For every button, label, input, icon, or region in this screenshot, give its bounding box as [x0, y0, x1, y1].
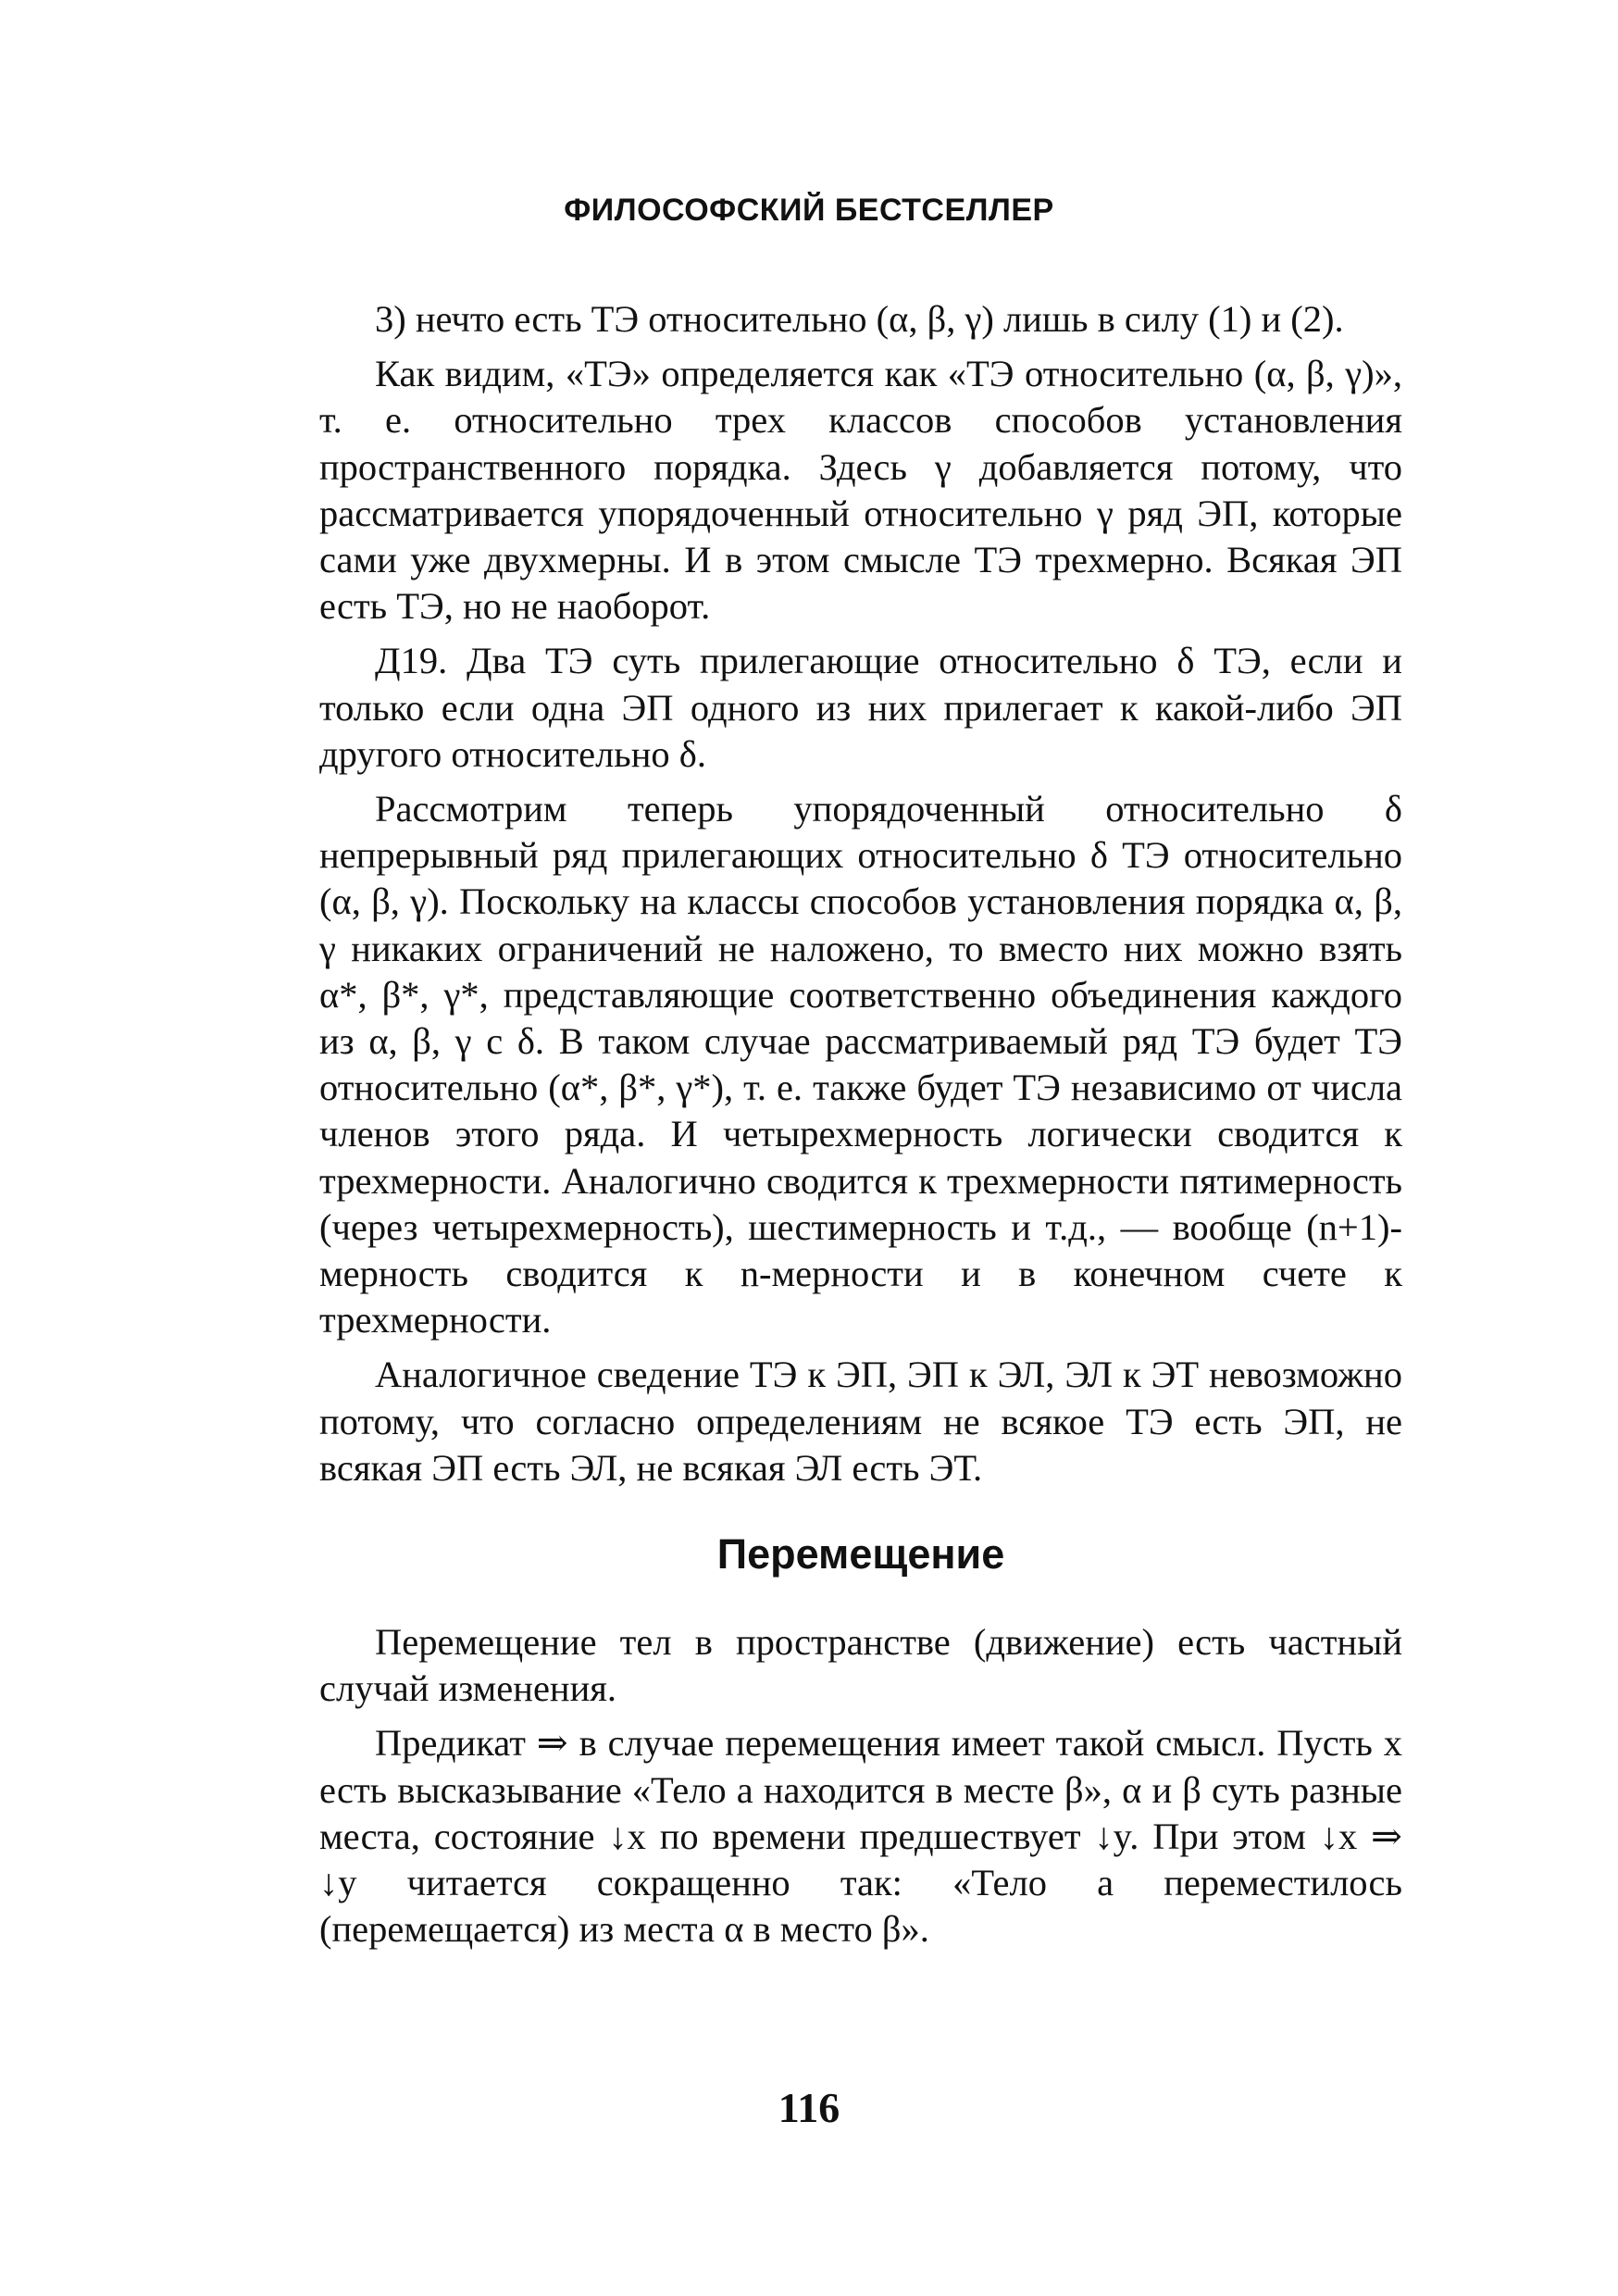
section-heading: Перемещение [716, 1530, 1005, 1578]
body-text [319, 296, 1402, 1962]
paragraph-movement-intro: Перемещение тел в пространстве (движение) есть частный случай изменения. [319, 1621, 1402, 1710]
paragraph-item-3: 3) нечто есть ТЭ относительно (α, β, γ) лишь в силу (1) и (2). [375, 298, 1344, 340]
page-number: 116 [778, 2084, 840, 2131]
paragraph-definition-d19: Д19. Два ТЭ суть прилегающие относительно δ ТЭ, если и только если одна ЭП одного из них прилегает к какой-либо ЭП другого относительно δ. [319, 640, 1402, 775]
paragraph-impossible-reduction: Аналогичное сведение ТЭ к ЭП, ЭП к ЭЛ, ЭЛ к ЭТ невозможно потому, что согласно определениям не всякое ТЭ есть ЭП, не всякая ЭП есть ЭЛ, не всякая ЭЛ есть ЭТ. [319, 1354, 1402, 1489]
paragraph-dimension-reduction: Рассмотрим теперь упорядоченный относительно δ непрерывный ряд прилегающих относительно δ ТЭ относительно (α, β, γ). Поскольку на классы способов установления порядка α, β, γ никаких ограничений не наложено, то вместо них можно взять α*, β*, γ*, представляющие соответственно объединения каждого из α, β, γ с δ. В таком случае рассматриваемый ряд ТЭ будет ТЭ относительно (α*, β*, γ*), т. е. также будет ТЭ независимо от числа членов этого ряда. И четырехмерность логически сводится к трехмерности. Аналогично сводится к трехмерности пятимерность (через четырехмерность), шестимерность и т.д., — вообще (n+1)-мерность сводится к n-мерности и в конечном счете к трехмерности. [319, 788, 1402, 1341]
paragraph-predicate-meaning: Предикат ⇒ в случае перемещения имеет такой смысл. Пусть x есть высказывание «Тело a находится в месте β», α и β суть разные места, состояние ↓x по времени предшествует ↓y. При этом ↓x ⇒ ↓y читается сокращенно так: «Тело a переместилось (перемещается) из места α в место β». [319, 1722, 1402, 1951]
running-header: ФИЛОСОФСКИЙ БЕСТСЕЛЛЕР [564, 193, 1054, 228]
paragraph-te-definition-comment: Как видим, «ТЭ» определяется как «ТЭ относительно (α, β, γ)», т. е. относительно трех классов способов установления пространственного порядка. Здесь γ добавляется потому, что рассматривается упорядоченный относительно γ ряд ЭП, которые сами уже двухмерны. И в этом смысле ТЭ трехмерно. Всякая ЭП есть ТЭ, но не наоборот. [319, 353, 1402, 628]
